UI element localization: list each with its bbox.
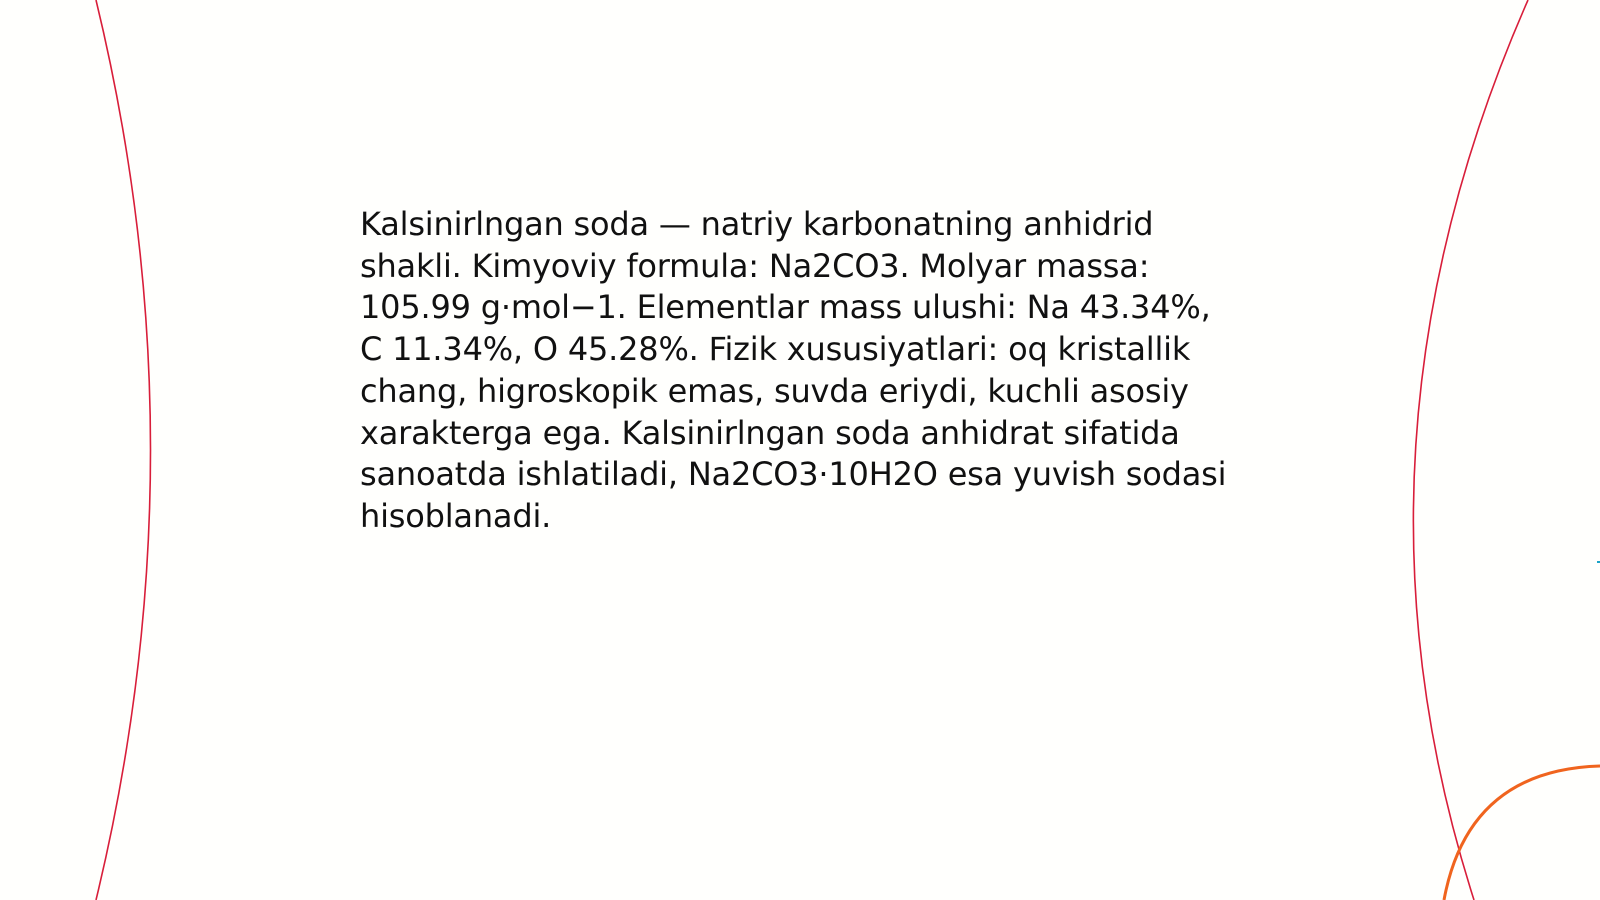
right-red-arc: [1413, 0, 1528, 900]
left-red-arc: [96, 0, 151, 900]
body-paragraph: Kalsinirlngan soda — natriy karbonatning anhidrid shakli. Kimyoviy formula: Na2CO3. Molyar massa: 105.99 g·mol−1. Elementlar mass ulushi: Na 43.34%, C 11.34%, O 45.28%. Fizik xususiyatlari: oq kristallik chang, higroskopik emas, suvda eriydi, kuchli asosiy xarakterga ega. Kalsinirlngan soda anhidrat sifatida sanoatda ishlatiladi, Na2CO3·10H2O esa yuvish sodasi hisoblanadi.: [360, 205, 1227, 535]
